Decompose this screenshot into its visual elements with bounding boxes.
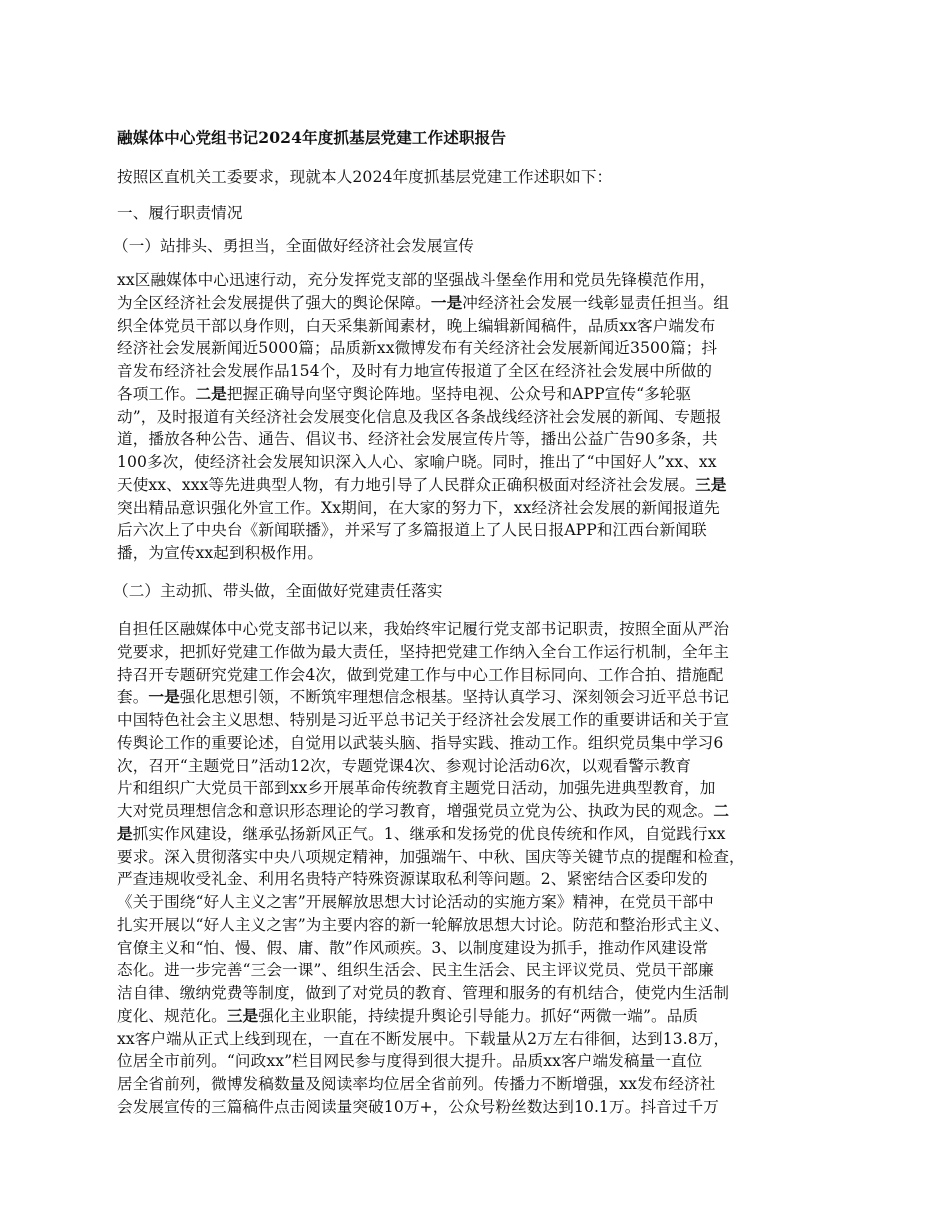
text-run: 套。 [117, 688, 149, 707]
text-line [117, 316, 715, 336]
subsection-heading-1: （一）站排头、勇担当，全面做好经济社会发展宣传 [113, 237, 474, 255]
text-line [117, 983, 729, 1003]
text-run: 100多次，使经济社会发展知识深入人心、家喻户晓。同时，推出了“中国好人”xx、xx [117, 453, 717, 471]
text-run: 音发布经济社会发展作品154个，及时有力地宣传报道了全区在经济社会发展中所做的 [117, 362, 713, 380]
bold-text: 二是 [195, 383, 227, 403]
text-line [117, 452, 717, 472]
text-run: 扎实开展以“好人主义之害”为主要内容的新一轮解放思想大讨论。防范和整治形式主义、 [117, 915, 730, 934]
text-line [117, 960, 714, 980]
text-run: 各项工作。 [117, 384, 196, 403]
text-run: 次，召开“主题党日”活动12次，专题党课4次、参观讨论活动6次，以观看警示教育 [117, 756, 692, 775]
text-line [117, 687, 729, 707]
text-line [117, 801, 729, 821]
bold-text: 一是 [430, 292, 463, 312]
text-run: 要求。深入贯彻落实中央八项规定精神，加强端午、中秋、国庆等关键节点的提醒和检查， [117, 847, 745, 866]
text-run: 党要求，把抓好党建工作做为最大责任，坚持把党建工作纳入全台工作运行机制，全年主 [117, 642, 730, 661]
text-line [117, 869, 708, 889]
text-run: 持召开专题研究党建工作会4次，做到党建工作与中心工作目标同向、工作合拍、措施配 [117, 665, 724, 684]
text-run: 态化。进一步完善“三会一课”、组织生活会、民主生活会、民主评议党员、党员干部廉 [117, 961, 714, 980]
text-run: 天使xx、xxx等先进典型人物，有力地引导了人民群众正确积极面对经济社会发展。 [117, 475, 696, 494]
text-run: 片和组织广大党员干部到xx乡开展革命传统教育主题党日活动，加强先进典型教育，加 [117, 779, 716, 798]
text-line [117, 543, 323, 563]
text-run: xx客户端从正式上线到现在，一直在不断发展中。下载量从2万左右徘徊，达到13.8万， [117, 1029, 730, 1048]
text-run: 传舆论工作的重要论述，自觉用以武装头脑、指导实践、推动工作。组织党员集中学习6 [117, 733, 724, 752]
text-run: 会发展宣传的三篇稿件点击阅读量突破10万+，公众号粉丝数达到10.1万。抖音过千万 [117, 1097, 719, 1116]
text-run: 经济社会发展新闻近5000篇；品质新xx微博发布有关经济社会发展新闻近3500篇；抖 [117, 339, 718, 358]
text-run: 动”，及时报道有关经济社会发展变化信息及我区各条战线经济社会发展的新闻、专题报 [117, 407, 722, 426]
text-run: 严查违规收受礼金、利用名贵特产特殊资源谋取私利等问题。2、紧密结合区委印发的 [117, 870, 708, 889]
text-line [117, 293, 729, 313]
text-line [117, 710, 729, 730]
text-run: 《关于围绕“好人主义之害”开展解放思想大讨论活动的实施方案》精神，在党员干部中 [117, 893, 714, 911]
text-run: 大对党员理想信念和意识形态理论的学习教育，增强党员立党为公、执政为民的观念。 [117, 802, 714, 820]
text-line [117, 270, 715, 290]
text-line [117, 1051, 702, 1071]
intro-paragraph: 按照区直机关工委要求，现就本人2024年度抓基层党建工作述职如下： [117, 168, 613, 186]
text-run: 冲经济社会发展一线彰显责任担当。组 [462, 293, 730, 312]
text-line [117, 429, 718, 449]
bold-text: 三是 [226, 1005, 259, 1025]
bold-text: 一是 [148, 687, 180, 707]
text-run: 自担任区融媒体中心党支部书记以来，我始终牢记履行党支部书记职责，按照全面从严治 [117, 620, 730, 638]
text-line [117, 733, 723, 753]
text-line [117, 1006, 698, 1026]
text-run: 为全区经济社会发展提供了强大的舆论保障。 [117, 293, 431, 312]
text-run: 突出精品意识强化外宣工作。Xx期间，在大家的努力下，xx经济社会发展的新闻报道先 [117, 498, 720, 517]
text-line [117, 338, 717, 358]
text-line [117, 475, 726, 495]
text-line [117, 938, 708, 958]
text-run: 后六次上了中央台《新闻联播》，并采写了多篇报道上了人民日报APP和江西台新闻联 [117, 521, 707, 540]
text-line [117, 1029, 729, 1049]
text-line [117, 665, 723, 685]
text-line [117, 778, 715, 798]
subsection-heading-2: （二）主动抓、带头做，全面做好党建责任落实 [113, 582, 443, 600]
text-run: 道，播放各种公告、通告、倡议书、经济社会发展宣传片等，播出公益广告90多条，共 [117, 430, 718, 449]
text-line [117, 756, 691, 776]
text-run: 强化主业职能，持续提升舆论引导能力。抓好“两微一端”。品质 [258, 1006, 699, 1025]
bold-text: 是 [117, 823, 133, 843]
text-run: 洁自律、缴纳党费等制度，做到了对党员的教育、管理和服务的有机结合，使党内生活制 [117, 984, 730, 1002]
text-line [117, 915, 730, 935]
text-run: 织全体党员干部以身作则，白天采集新闻素材，晚上编辑新闻稿件，品质xx客户端发布 [117, 316, 716, 335]
text-line [117, 384, 691, 404]
text-run: 把握正确导向坚守舆论阵地。坚持电视、公众号和APP宣传“多轮驱 [226, 384, 692, 403]
text-line [117, 1097, 719, 1117]
text-run: 居全省前列，微博发稿数量及阅读率均位居全省前列。传播力不断增强，xx发布经济社 [117, 1075, 716, 1093]
text-line [117, 407, 721, 427]
text-line [117, 520, 707, 540]
text-run: 官僚主义和“怕、慢、假、庸、散”作风顽疾。3、以制度建设为抓手，推动作风建设常 [117, 938, 709, 957]
text-line [117, 847, 745, 867]
text-run: xx区融媒体中心迅速行动，充分发挥党支部的坚强战斗堡垒作用和党员先锋模范作用， [117, 271, 716, 289]
section-heading: 一、履行职责情况 [117, 204, 243, 222]
text-line [117, 824, 726, 844]
text-line [117, 892, 714, 912]
bold-text: 三是 [695, 474, 727, 494]
text-line [117, 498, 720, 518]
text-run: 中国特色社会主义思想、特别是习近平总书记关于经济社会发展工作的重要讲话和关于宣 [117, 711, 730, 729]
text-line [117, 1074, 715, 1094]
text-run: 度化、规范化。 [117, 1006, 227, 1025]
text-run: 位居全市前列。“问政xx”栏目网民参与度得到很大提升。品质xx客户端发稿量一直位 [117, 1052, 703, 1071]
text-line [117, 642, 729, 662]
text-run: 抓实作风建设，继承弘扬新风正气。1、继承和发扬党的优良传统和作风，自觉践行xx [132, 824, 726, 843]
text-run: 强化思想引领，不断筑牢理想信念根基。坚持认真学习、深刻领会习近平总书记 [179, 688, 730, 707]
text-line [117, 619, 729, 639]
document-title: 融媒体中心党组书记2024年度抓基层党建工作述职报告 [117, 128, 507, 147]
text-run: 播，为宣传xx起到积极作用。 [117, 544, 324, 562]
text-line [117, 361, 712, 381]
bold-text: 二 [713, 801, 730, 820]
